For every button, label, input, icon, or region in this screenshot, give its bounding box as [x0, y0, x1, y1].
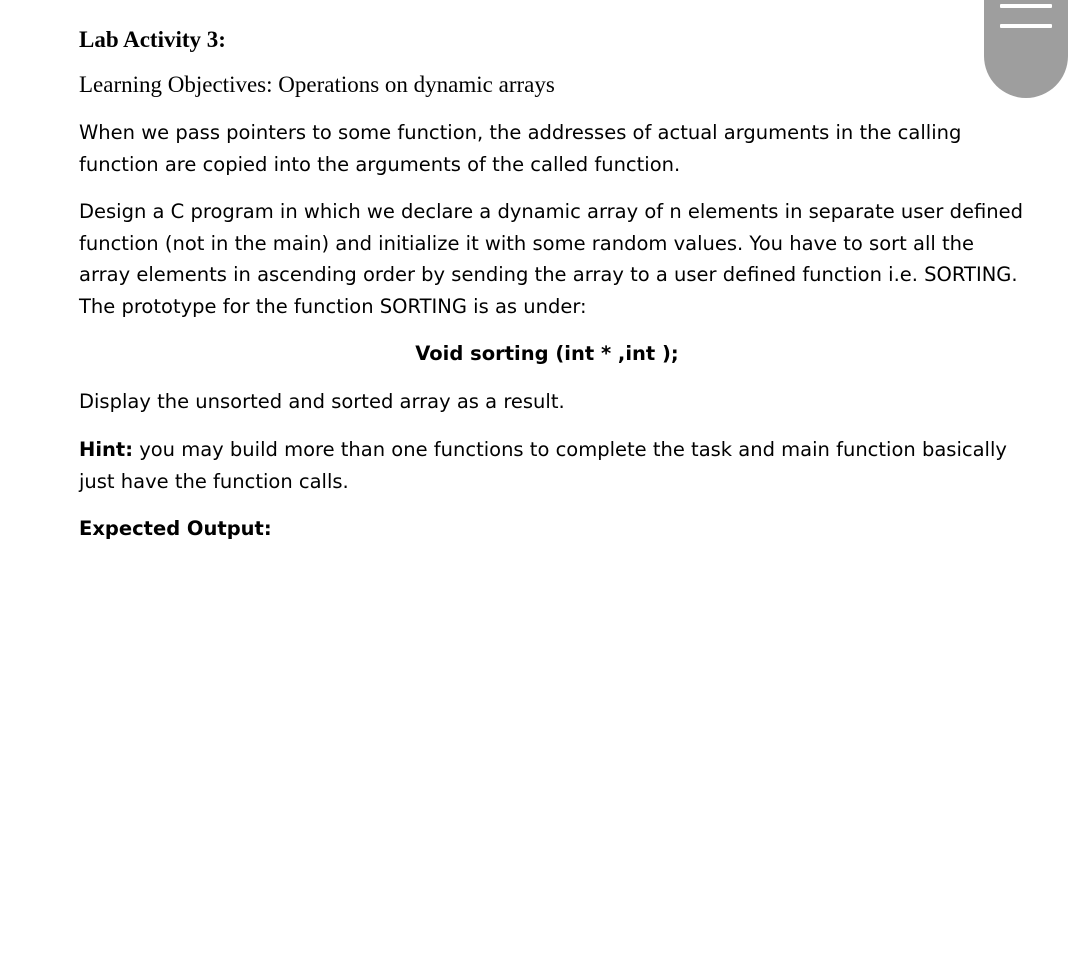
hint-text-1: you may build more than one functions to complete the task and main function basically	[133, 438, 1007, 461]
hint-line-1	[79, 434, 1019, 466]
intro-line-2: function are copied into the arguments of the called function.	[79, 152, 681, 176]
intro-paragraph	[79, 117, 1019, 180]
lab-activity-title: Lab Activity 3:	[79, 27, 226, 52]
expected-output-heading: Expected Output:	[79, 517, 272, 540]
intro-line-1: When we pass pointers to some function, the addresses of actual arguments in the calling	[79, 121, 962, 144]
display-line: Display the unsorted and sorted array as a result.	[79, 390, 565, 413]
task-line-1: Design a C program in which we declare a dynamic array of n elements in separate user defined	[79, 200, 1024, 223]
hint-paragraph	[79, 434, 1019, 497]
hint-line-2: just have the function calls.	[79, 469, 349, 493]
function-prototype: Void sorting (int * ,int );	[415, 342, 679, 365]
scroll-handle[interactable]	[984, 0, 1068, 98]
task-paragraph	[79, 196, 1024, 322]
task-line-2: function (not in the main) and initialize it with some random values. You have to sort all the	[79, 231, 974, 255]
task-line-4: The prototype for the function SORTING is as under:	[79, 294, 587, 318]
learning-objectives: Learning Objectives: Operations on dynamic arrays	[79, 72, 555, 97]
task-line-3: array elements in ascending order by sending the array to a user defined function i.e. SORTING.	[79, 263, 1018, 286]
hint-label: Hint:	[79, 438, 134, 461]
display-paragraph	[79, 386, 1019, 418]
